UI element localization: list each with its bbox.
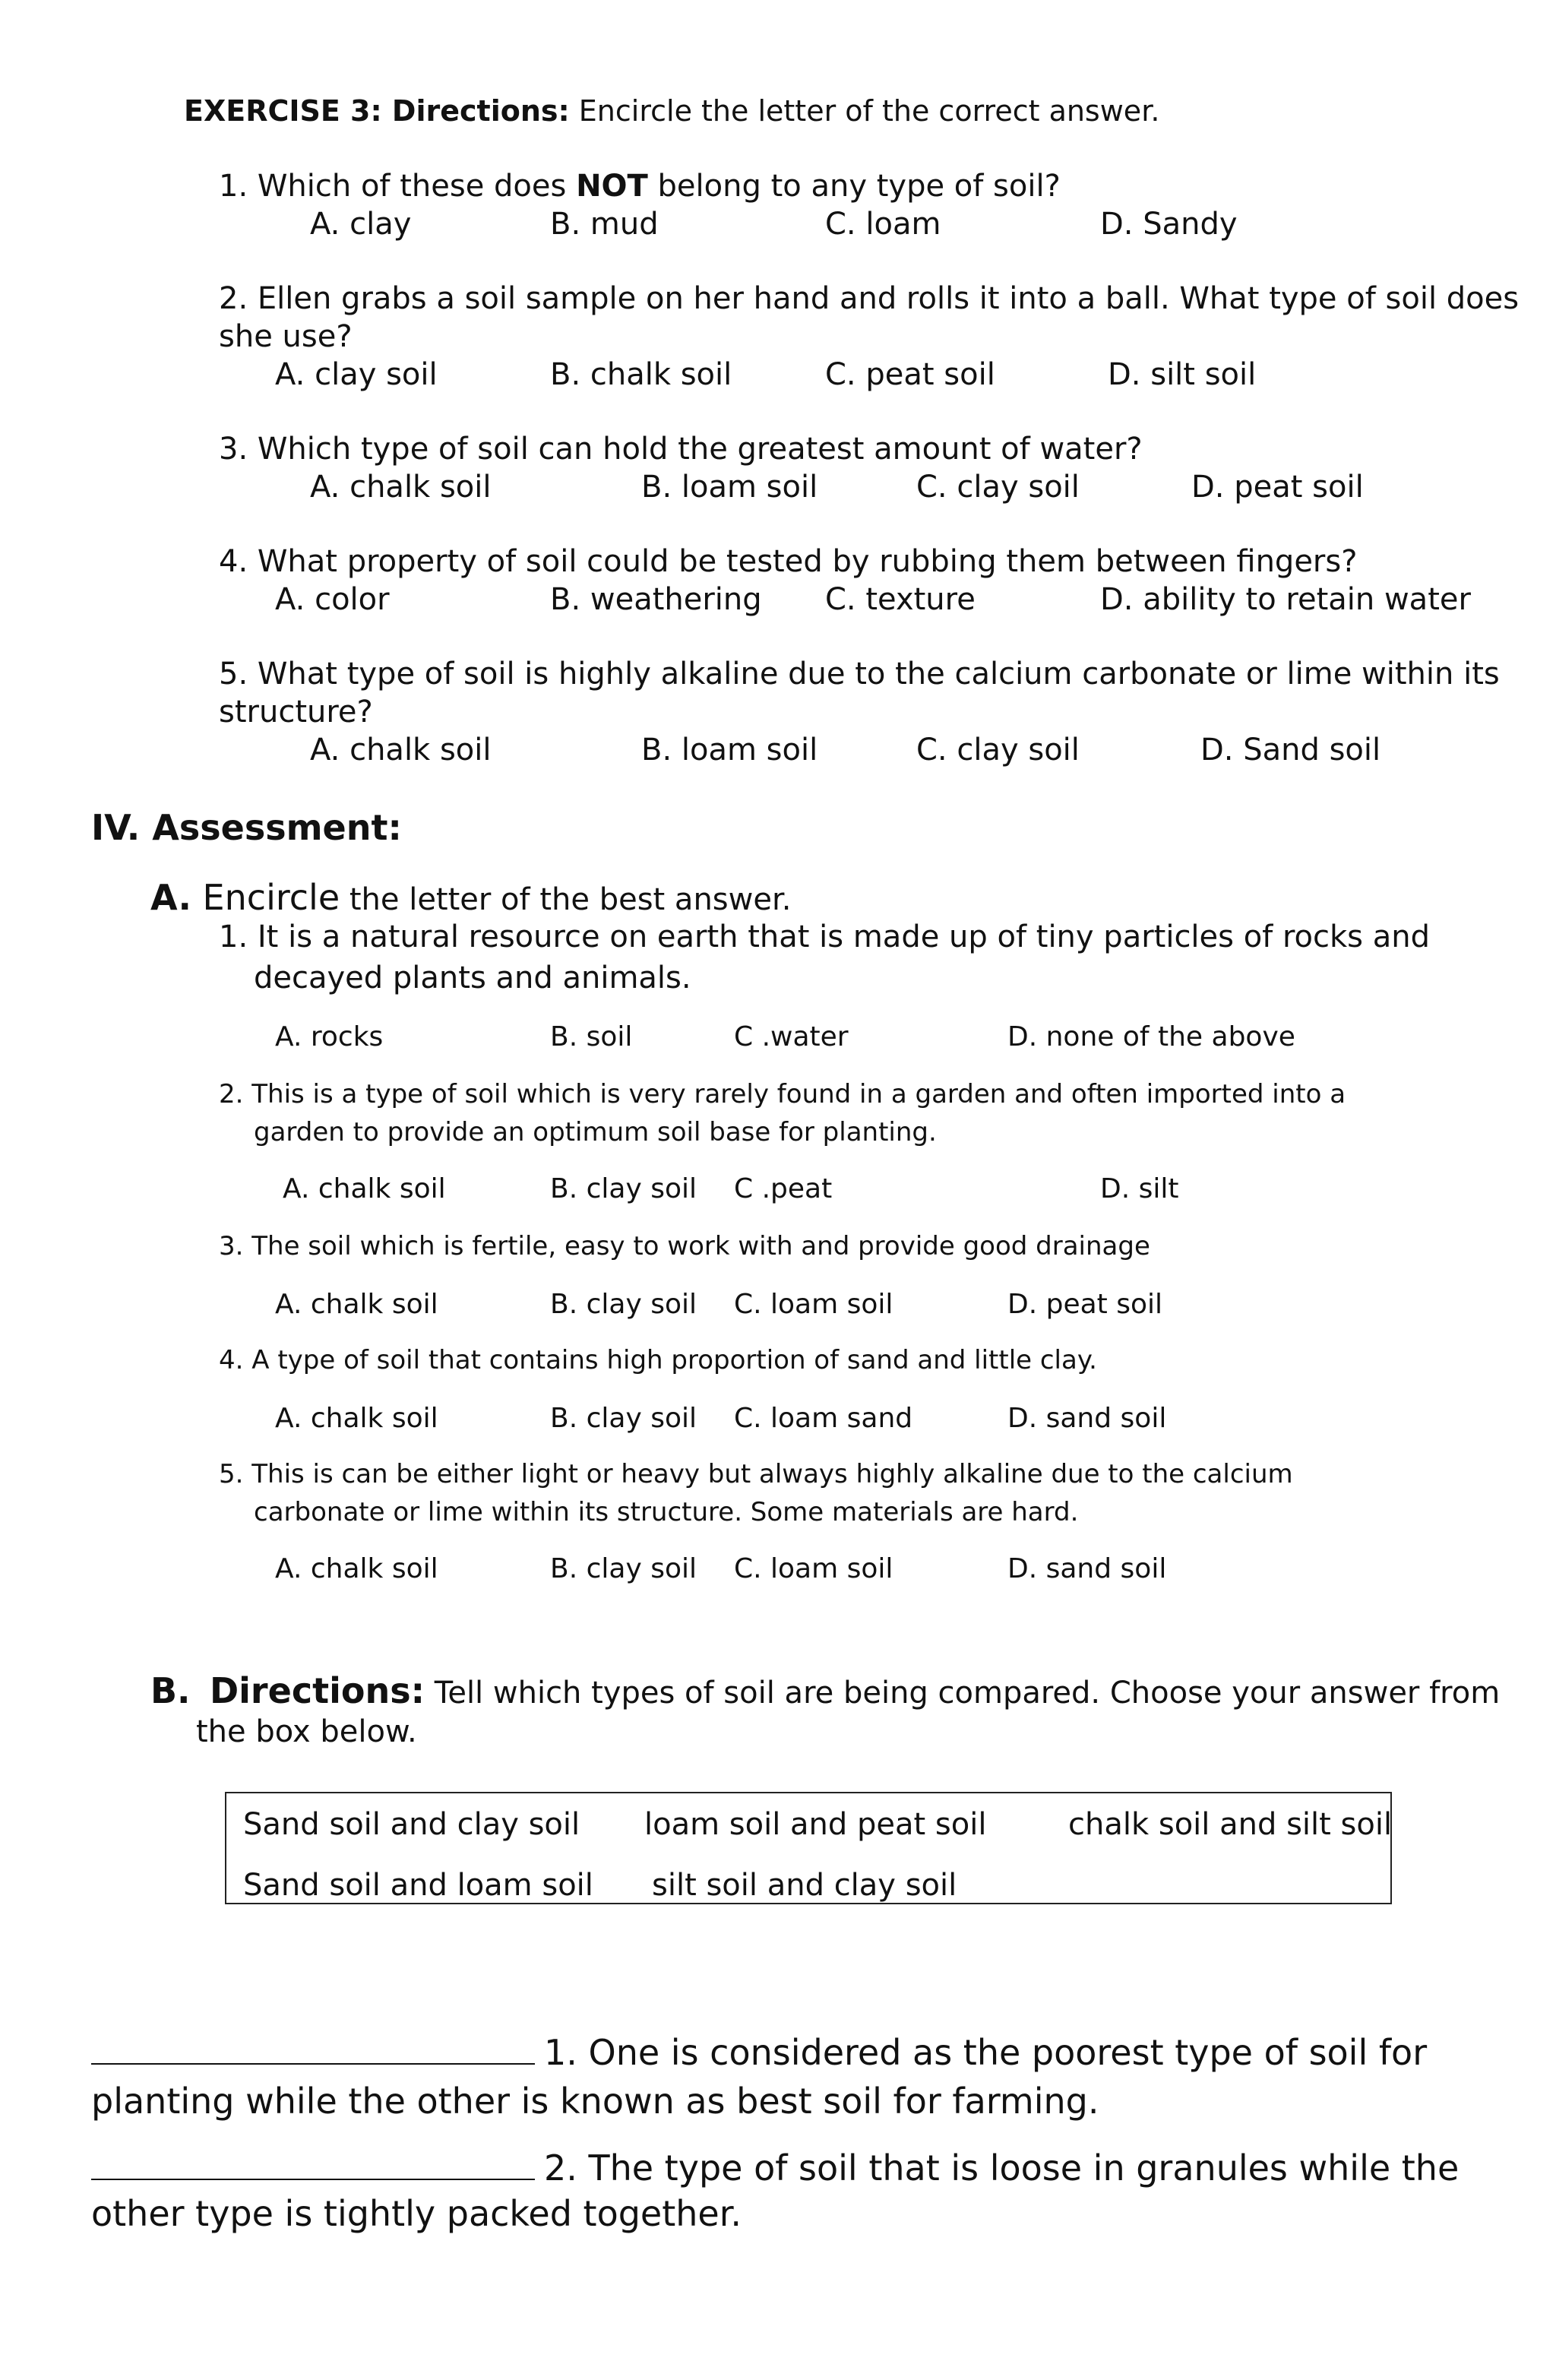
exercise-q1-text-bold: NOT [576,169,648,204]
part-b-directions-rest: Tell which types of soil are being compared. Choose your answer from [424,1676,1501,1711]
part-a-q2-line2: garden to provide an optimum soil base for planting. [254,1117,937,1147]
part-a-letter: A. [150,877,191,918]
exercise-q3-choice-c[interactable]: C. clay soil [916,470,1080,505]
part-a-q3-choice-d[interactable]: D. peat soil [1007,1289,1163,1320]
exercise-q1-choice-b[interactable]: B. mud [550,207,659,242]
exercise-q5-choice-a[interactable]: A. chalk soil [310,733,492,767]
exercise-q5-choice-b[interactable]: B. loam soil [641,733,818,767]
part-a-q2-choice-a[interactable]: A. chalk soil [283,1173,446,1204]
part-a-q5-line2: carbonate or lime within its structure. Some materials are hard. [254,1497,1079,1527]
part-b-directions [150,1670,1500,1711]
exercise-q4-choice-b[interactable]: B. weathering [550,582,762,617]
part-a-directions [150,877,791,918]
exercise-q3-choice-b[interactable]: B. loam soil [641,470,818,505]
part-a-q4-choice-c[interactable]: C. loam sand [734,1403,913,1434]
exercise-q1-text-post: belong to any type of soil? [647,169,1061,204]
exercise-q5-choice-d[interactable]: D. Sand soil [1200,733,1381,767]
part-b-q1-answer-blank[interactable] [91,2033,535,2065]
exercise-q2-line1: 2. Ellen grabs a soil sample on her hand and rolls it into a ball. What type of soil does [219,281,1520,316]
exercise-q5-line2: structure? [219,695,373,730]
part-a-q2-choice-d[interactable]: D. silt [1100,1173,1179,1204]
exercise-q3-choice-d[interactable]: D. peat soil [1191,470,1364,505]
part-a-rest: the letter of the best answer. [340,882,792,917]
part-b-q2-text: 2. The type of soil that is loose in granules while the [544,2147,1460,2189]
exercise-heading-bold: EXERCISE 3: Directions: [184,94,570,128]
part-b-q2-line1 [91,2147,1459,2189]
exercise-q1-text-pre: 1. Which of these does [219,169,577,204]
exercise-q2-choice-a[interactable]: A. clay soil [275,357,438,392]
exercise-heading [184,94,1159,128]
part-b-q1-line1 [91,2032,1427,2073]
part-a-q2-choice-c[interactable]: C .peat [734,1173,833,1204]
part-a-q3-line1: 3. The soil which is fertile, easy to work with and provide good drainage [219,1231,1150,1261]
box-item-sand-clay: Sand soil and clay soil [243,1807,580,1842]
part-a-q2-choice-b[interactable]: B. clay soil [550,1173,697,1204]
part-a-q3-choice-c[interactable]: C. loam soil [734,1289,893,1320]
exercise-q1 [219,169,1061,204]
exercise-q4-choice-c[interactable]: C. texture [825,582,976,617]
part-a-encircle: Encircle [191,877,340,918]
part-a-q3-choice-a[interactable]: A. chalk soil [275,1289,438,1320]
exercise-q3-line1: 3. Which type of soil can hold the greatest amount of water? [219,432,1143,467]
part-b-letter: B. [150,1670,191,1711]
part-a-q4-choice-b[interactable]: B. clay soil [550,1403,697,1434]
box-item-sand-loam: Sand soil and loam soil [243,1868,593,1903]
part-b-q1-text: 1. One is considered as the poorest type of soil for [544,2032,1428,2073]
part-a-q3-choice-b[interactable]: B. clay soil [550,1289,697,1320]
exercise-q4-choice-d[interactable]: D. ability to retain water [1100,582,1471,617]
part-a-q5-choice-b[interactable]: B. clay soil [550,1553,697,1584]
part-a-q4-choice-d[interactable]: D. sand soil [1007,1403,1167,1434]
box-item-chalk-silt: chalk soil and silt soil [1068,1807,1393,1842]
part-a-q4-line1: 4. A type of soil that contains high proportion of sand and little clay. [219,1345,1097,1375]
part-a-q1-choice-c[interactable]: C .water [734,1021,849,1052]
part-a-q2-line1: 2. This is a type of soil which is very rarely found in a garden and often imported into a [219,1079,1346,1109]
exercise-q4-line1: 4. What property of soil could be tested by rubbing them between fingers? [219,544,1358,579]
part-a-q1-line2: decayed plants and animals. [254,961,691,995]
exercise-heading-rest: Encircle the letter of the correct answer. [569,94,1160,128]
exercise-q1-choice-c[interactable]: C. loam [825,207,941,242]
exercise-q2-choice-b[interactable]: B. chalk soil [550,357,732,392]
part-b-directions-line2: the box below. [196,1714,417,1749]
part-a-q1-choice-a[interactable]: A. rocks [275,1021,384,1052]
part-a-q5-choice-c[interactable]: C. loam soil [734,1553,893,1584]
part-a-q4-choice-a[interactable]: A. chalk soil [275,1403,438,1434]
part-b-q1-line2: planting while the other is known as best soil for farming. [91,2081,1099,2122]
part-b-directions-label: Directions: [209,1670,425,1711]
part-a-q5-choice-d[interactable]: D. sand soil [1007,1553,1167,1584]
exercise-q5-line1: 5. What type of soil is highly alkaline due to the calcium carbonate or lime within its [219,657,1500,692]
part-a-q1-choice-b[interactable]: B. soil [550,1021,633,1052]
exercise-q3-choice-a[interactable]: A. chalk soil [310,470,492,505]
exercise-q1-choice-d[interactable]: D. Sandy [1100,207,1238,242]
part-a-q5-line1: 5. This is can be either light or heavy but always highly alkaline due to the calcium [219,1459,1293,1489]
assessment-heading: IV. Assessment: [91,807,402,848]
exercise-q2-line2: she use? [219,319,353,354]
box-item-loam-peat: loam soil and peat soil [644,1807,987,1842]
exercise-q2-choice-d[interactable]: D. silt soil [1108,357,1257,392]
exercise-q1-choice-a[interactable]: A. clay [310,207,412,242]
part-a-q1-choice-d[interactable]: D. none of the above [1007,1021,1295,1052]
exercise-q5-choice-c[interactable]: C. clay soil [916,733,1080,767]
part-a-q1-line1: 1. It is a natural resource on earth that is made up of tiny particles of rocks and [219,919,1430,954]
exercise-q4-choice-a[interactable]: A. color [275,582,390,617]
box-item-silt-clay: silt soil and clay soil [652,1868,957,1903]
part-b-q2-answer-blank[interactable] [91,2148,535,2180]
exercise-q2-choice-c[interactable]: C. peat soil [825,357,995,392]
part-b-q2-line2: other type is tightly packed together. [91,2193,742,2234]
part-a-q5-choice-a[interactable]: A. chalk soil [275,1553,438,1584]
